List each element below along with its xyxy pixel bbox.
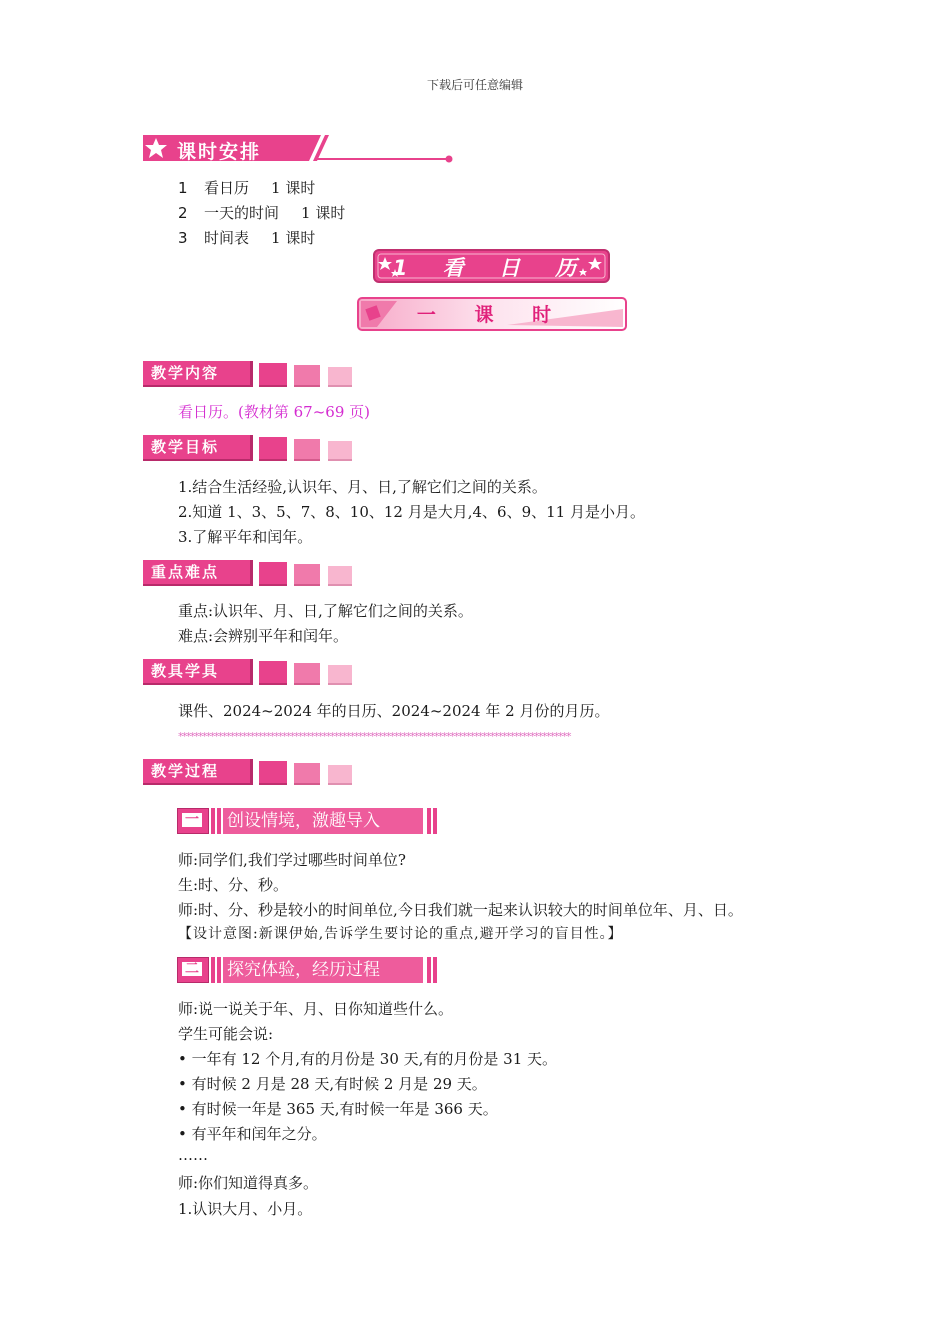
section-label: 教学内容 bbox=[143, 361, 253, 387]
schedule-item: 1 看日历 1 课时 bbox=[178, 179, 316, 197]
goal-item: 3.了解平年和闰年。 bbox=[178, 528, 313, 546]
dialogue-line: 学生可能会说: bbox=[178, 1025, 274, 1043]
star-divider: ************************************************************************************************** bbox=[178, 730, 570, 743]
section-label: 重点难点 bbox=[143, 560, 253, 586]
decor-block bbox=[328, 441, 352, 461]
dialogue-line: 师:说一说关于年、月、日你知道些什么。 bbox=[178, 1000, 454, 1018]
decor-block bbox=[328, 566, 352, 586]
design-intent: 【设计意图:新课伊始,告诉学生要讨论的重点,避开学习的盲目性。】 bbox=[178, 926, 623, 942]
difficult-point: 难点:会辨别平年和闰年。 bbox=[178, 627, 349, 645]
decor-block bbox=[328, 665, 352, 685]
decor-block bbox=[259, 761, 287, 785]
step-number-box bbox=[177, 808, 209, 834]
period-title: 一 课 时 bbox=[416, 304, 568, 326]
step-title: 探究体验，经历过程 bbox=[223, 957, 423, 983]
subsection-title: 1.认识大月、小月。 bbox=[178, 1200, 313, 1218]
section-label: 教具学具 bbox=[143, 659, 253, 685]
decor-block bbox=[294, 564, 320, 586]
step-title: 创设情境，激趣导入 bbox=[223, 808, 423, 834]
tools-text: 课件、2024~2024 年的日历、2024~2024 年 2 月份的月历。 bbox=[178, 702, 610, 720]
decor-block bbox=[294, 439, 320, 461]
dialogue-line: 生:时、分、秒。 bbox=[178, 876, 289, 894]
ellipsis: …… bbox=[178, 1146, 208, 1164]
schedule-title: 课时安排 bbox=[177, 141, 262, 163]
step-number-box bbox=[177, 957, 209, 983]
section-label: 教学目标 bbox=[143, 435, 253, 461]
decor-block bbox=[294, 763, 320, 785]
decor-block bbox=[259, 363, 287, 387]
decor-block bbox=[328, 765, 352, 785]
bullet-item: • 有平年和闰年之分。 bbox=[178, 1125, 327, 1143]
download-note: 下载后可任意编辑 bbox=[426, 78, 523, 92]
bullet-item: • 有时候一年是 365 天,有时候一年是 366 天。 bbox=[178, 1100, 498, 1118]
dialogue-line: 师:你们知道得真多。 bbox=[178, 1174, 319, 1192]
decor-block bbox=[259, 661, 287, 685]
goal-item: 1.结合生活经验,认识年、月、日,了解它们之间的关系。 bbox=[178, 478, 547, 496]
decor-block bbox=[259, 562, 287, 586]
key-point: 重点:认识年、月、日,了解它们之间的关系。 bbox=[178, 602, 473, 620]
content-text: 看日历。(教材第 67~69 页) bbox=[178, 403, 370, 421]
decor-block bbox=[294, 365, 320, 387]
decor-block bbox=[294, 663, 320, 685]
dialogue-line: 师:时、分、秒是较小的时间单位,今日我们就一起来认识较大的时间单位年、月、日。 bbox=[178, 901, 743, 919]
decor-block bbox=[259, 437, 287, 461]
lesson-title: 1 看 日 历 bbox=[392, 256, 591, 280]
schedule-item: 2 一天的时间 1 课时 bbox=[178, 204, 346, 222]
step-number: 一 bbox=[182, 813, 202, 827]
section-label: 教学过程 bbox=[143, 759, 253, 785]
decor-block bbox=[328, 367, 352, 387]
dialogue-line: 师:同学们,我们学过哪些时间单位? bbox=[178, 851, 406, 869]
goal-item: 2.知道 1、3、5、7、8、10、12 月是大月,4、6、9、11 月是小月。 bbox=[178, 503, 645, 521]
step-number: 二 bbox=[182, 962, 202, 976]
bullet-item: • 有时候 2 月是 28 天,有时候 2 月是 29 天。 bbox=[178, 1075, 487, 1093]
bullet-item: • 一年有 12 个月,有的月份是 30 天,有的月份是 31 天。 bbox=[178, 1050, 558, 1068]
schedule-item: 3 时间表 1 课时 bbox=[178, 229, 316, 247]
